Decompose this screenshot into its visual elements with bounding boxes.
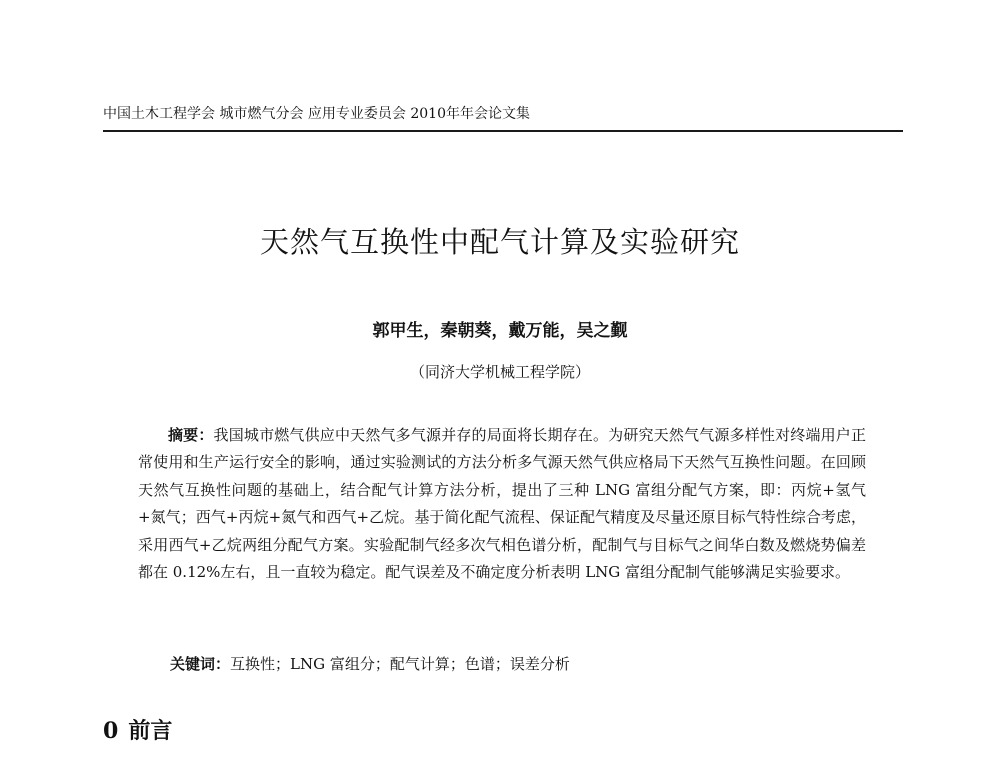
keywords-text: 互换性；LNG 富组分；配气计算；色谱；误差分析 [230, 655, 570, 673]
keywords-label: 关键词： [170, 655, 231, 673]
running-header-text: 中国土木工程学会 城市燃气分会 应用专业委员会 2010年年会论文集 [103, 106, 530, 122]
abstract [138, 422, 866, 586]
running-header [103, 103, 903, 132]
section-title: 前言 [128, 718, 173, 744]
section-number: 0 [103, 718, 119, 744]
paper-title: 天然气互换性中配气计算及实验研究 [259, 225, 740, 259]
keywords [170, 651, 570, 678]
section-heading [103, 716, 172, 746]
author-affiliation: （同济大学机械工程学院） [409, 363, 590, 381]
abstract-label: 摘要： [168, 426, 214, 444]
author-list: 郭甲生，秦朝葵，戴万能，吴之觐 [372, 321, 628, 341]
abstract-text: 我国城市燃气供应中天然气多气源并存的局面将长期存在。为研究天然气气源多样性对终端用户正常使用和生产运行安全的影响，通过实验测试的方法分析多气源天然气供应格局下天然气互换性问题。在回顾天然气互换性问题的基础上，结合配气计算方法分析，提出了三种 LNG 富组分配气方案，即：丙烷+氢气+氮气；西气+丙烷+氮气和西气+乙烷。基于简化配气流程、保证配气精度及尽量还原目标气特性综合考虑，采用西气+乙烷两组分配气方案。实验配制气经多次气相色谱分析，配制气与目标气之间华白数及燃烧势偏差都在 0.12%左右，且一直较为稳定。配气误差及不确定度分析表明 LNG 富组分配制气能够满足实验要求。 [138, 426, 866, 582]
